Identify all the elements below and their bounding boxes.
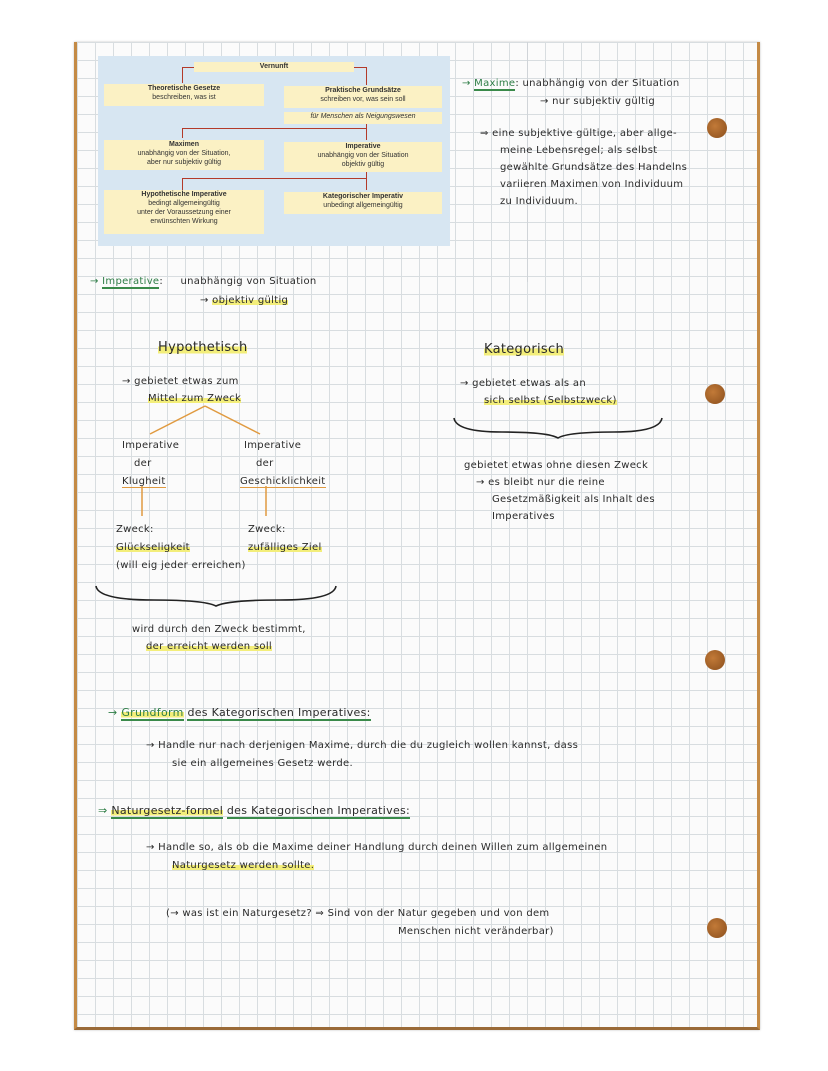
naturgesetz-text: Handle so, als ob die Maxime deiner Handlung durch deinen Willen zum allgemeinen (158, 842, 608, 853)
maxime-line1-text: unabhängig von der Situation (522, 78, 680, 89)
diagram-root: Vernunft (194, 62, 354, 72)
branch1-label: Imperative (122, 440, 180, 451)
connector (182, 67, 194, 68)
maxims-title: Maximen (169, 141, 199, 148)
practical-sub: schreiben vor, was sein soll (320, 96, 406, 103)
categorical-line (476, 477, 605, 488)
branch1-key: Klugheit (122, 476, 166, 487)
brace-path (96, 586, 336, 606)
naturgesetz-question: (→ was ist ein Naturgesetz? ⇒ Sind von der Natur gegeben und von dem (166, 908, 550, 919)
categorical-line (492, 494, 655, 505)
categorical-line6: Imperatives (492, 511, 555, 522)
branch1-label (122, 476, 166, 487)
imperative-line2 (200, 295, 288, 306)
imperatives-box (284, 142, 442, 172)
maxime-para: ⇒ eine subjektive gültige, aber allge- (480, 128, 677, 139)
arrow-icon: → (122, 376, 135, 387)
arrow-icon: → (200, 295, 213, 306)
connector (366, 128, 367, 140)
naturgesetz-heading-b: des Kategorischen Imperatives: (226, 804, 411, 817)
hypothetical-line: bedingt allgemeingültig (148, 200, 220, 207)
branch2-label (240, 476, 326, 487)
hypothetical-summary (132, 624, 306, 635)
purpose2-text: zufälliges Ziel (248, 542, 322, 553)
punch-hole (707, 118, 727, 138)
purpose1-value (116, 542, 190, 553)
arrow-icon: → (146, 842, 159, 853)
connector (182, 178, 366, 179)
branch2-label: der (256, 458, 274, 469)
connector (182, 128, 183, 138)
imperatives-title: Imperative (345, 143, 381, 150)
naturgesetz-answer: Menschen nicht veränderbar) (398, 926, 554, 937)
arrow-icon: → (462, 78, 471, 89)
connector (366, 67, 367, 85)
arrow-icon: → (476, 477, 489, 488)
categorical-box (284, 192, 442, 214)
arrow-icon: → (540, 96, 553, 107)
summary-line: der erreicht werden soll (146, 641, 273, 652)
punch-hole (705, 650, 725, 670)
categorical-line1: gebietet etwas als an (472, 378, 586, 389)
theoretical-box (104, 84, 264, 106)
hypothetical-box (104, 190, 264, 234)
categorical-line (460, 378, 586, 389)
categorical-line (484, 395, 617, 406)
hypothetical-heading (158, 340, 247, 355)
maxime-label: Maxime (474, 78, 516, 89)
hypothetical-title: Hypothetisch (158, 340, 248, 355)
maxime-para-line: eine subjektive gültige, aber allge- (492, 128, 677, 139)
imperative-label: Imperative (102, 276, 160, 287)
branch2-label: Imperative (244, 440, 302, 451)
naturgesetz-text: Naturgesetz werden sollte. (172, 860, 315, 871)
practical-note: für Menschen als Neigungswesen (284, 112, 442, 124)
theoretical-title: Theoretische Gesetze (147, 85, 221, 92)
grundform-line1 (146, 740, 578, 751)
branch2-key: Geschicklichkeit (240, 476, 326, 487)
categorical-title: Kategorischer Imperativ (322, 193, 404, 200)
hypothetical-title: Hypothetische Imperative (141, 191, 227, 198)
hypothetical-line2: Mittel zum Zweck (148, 393, 242, 404)
grundform-heading (108, 706, 371, 719)
categorical-line: unbedingt allgemeingültig (323, 202, 403, 209)
purpose2-value (248, 542, 322, 553)
categorical-line (464, 460, 648, 471)
imperative-line1: → Imperative: unabhängig von Situation (90, 276, 317, 287)
naturgesetz-line1 (146, 842, 607, 853)
connector (182, 178, 183, 190)
grundform-heading-b: des Kategorischen Imperatives: (187, 706, 371, 719)
categorical-line2: sich selbst (Selbstzweck) (484, 395, 617, 406)
branch-line (150, 406, 205, 434)
connector (182, 128, 366, 129)
hypothetical-line (122, 376, 239, 387)
grundform-heading-a: Grundform (121, 706, 184, 719)
punch-hole (707, 918, 727, 938)
brace-path (454, 418, 662, 438)
maxims-line: aber nur subjektiv gültig (147, 159, 221, 166)
maxims-box (104, 140, 264, 170)
hypothetical-summary (146, 641, 272, 652)
hypothetical-line: unter der Voraussetzung einer (137, 209, 231, 216)
hypothetical-line1: gebietet etwas zum (134, 376, 239, 387)
connector (182, 67, 183, 83)
maxime-para-line: variieren Maximen von Individuum (500, 179, 684, 190)
theoretical-sub: beschreiben, was ist (152, 94, 216, 101)
naturgesetz-heading (98, 804, 410, 817)
maxime-line1: → Maxime: unabhängig von der Situation (462, 78, 680, 89)
imperative-line1-text: unabhängig von Situation (180, 276, 317, 287)
categorical-title: Kategorisch (484, 342, 564, 357)
summary-line: wird durch den Zweck bestimmt, (132, 624, 306, 635)
arrow-icon: → (90, 276, 99, 287)
categorical-heading (484, 342, 564, 357)
purpose2-label: Zweck: (248, 524, 286, 535)
purpose1-text: Glückseligkeit (116, 542, 190, 553)
punch-hole (705, 384, 725, 404)
arrow-icon: → (108, 706, 122, 719)
grundform-line2 (172, 758, 353, 769)
maxims-line: unabhängig von der Situation, (137, 150, 231, 157)
branch-line (205, 406, 260, 434)
connector (354, 67, 366, 68)
grundform-text: Handle nur nach derjenigen Maxime, durch die du zugleich wollen kannst, dass (158, 740, 579, 751)
hypothetical-line: erwünschten Wirkung (150, 218, 218, 225)
hypothetical-brace (94, 582, 340, 608)
branch-lines (120, 404, 340, 524)
naturgesetz-line2 (172, 860, 314, 871)
maxime-para-line: gewählte Grundsätze des Handelns (500, 162, 688, 173)
imperatives-line: objektiv gültig (341, 161, 385, 168)
imperatives-line: unabhängig von der Situation (317, 152, 409, 159)
arrow-icon: → (460, 378, 473, 389)
connector (366, 178, 367, 190)
practical-title: Praktische Grundsätze (325, 87, 401, 94)
arrow-icon: → (146, 740, 159, 751)
arrow-icon: ⇒ (98, 804, 112, 817)
imperative-line2-text: objektiv gültig (212, 295, 289, 306)
purpose1-note: (will eig jeder erreichen) (116, 560, 246, 571)
maxime-para-line: meine Lebensregel; als selbst (500, 145, 658, 156)
vernunft-diagram (98, 56, 450, 246)
maxime-line2 (540, 96, 655, 107)
naturgesetz-heading-a: Naturgesetz-formel (111, 804, 224, 817)
practical-box (284, 86, 442, 108)
categorical-line4: es bleibt nur die reine (488, 477, 605, 488)
categorical-line5: Gesetzmäßigkeit als Inhalt des (492, 494, 655, 505)
purpose1-label: Zweck: (116, 524, 154, 535)
grundform-text: sie ein allgemeines Gesetz werde. (172, 758, 353, 769)
maxime-line2-text: nur subjektiv gültig (552, 96, 656, 107)
hypothetical-line (148, 393, 241, 404)
branch1-label: der (134, 458, 152, 469)
categorical-line3: gebietet etwas ohne diesen Zweck (464, 460, 649, 471)
maxime-para-line: zu Individuum. (500, 196, 579, 207)
categorical-brace (452, 414, 666, 440)
